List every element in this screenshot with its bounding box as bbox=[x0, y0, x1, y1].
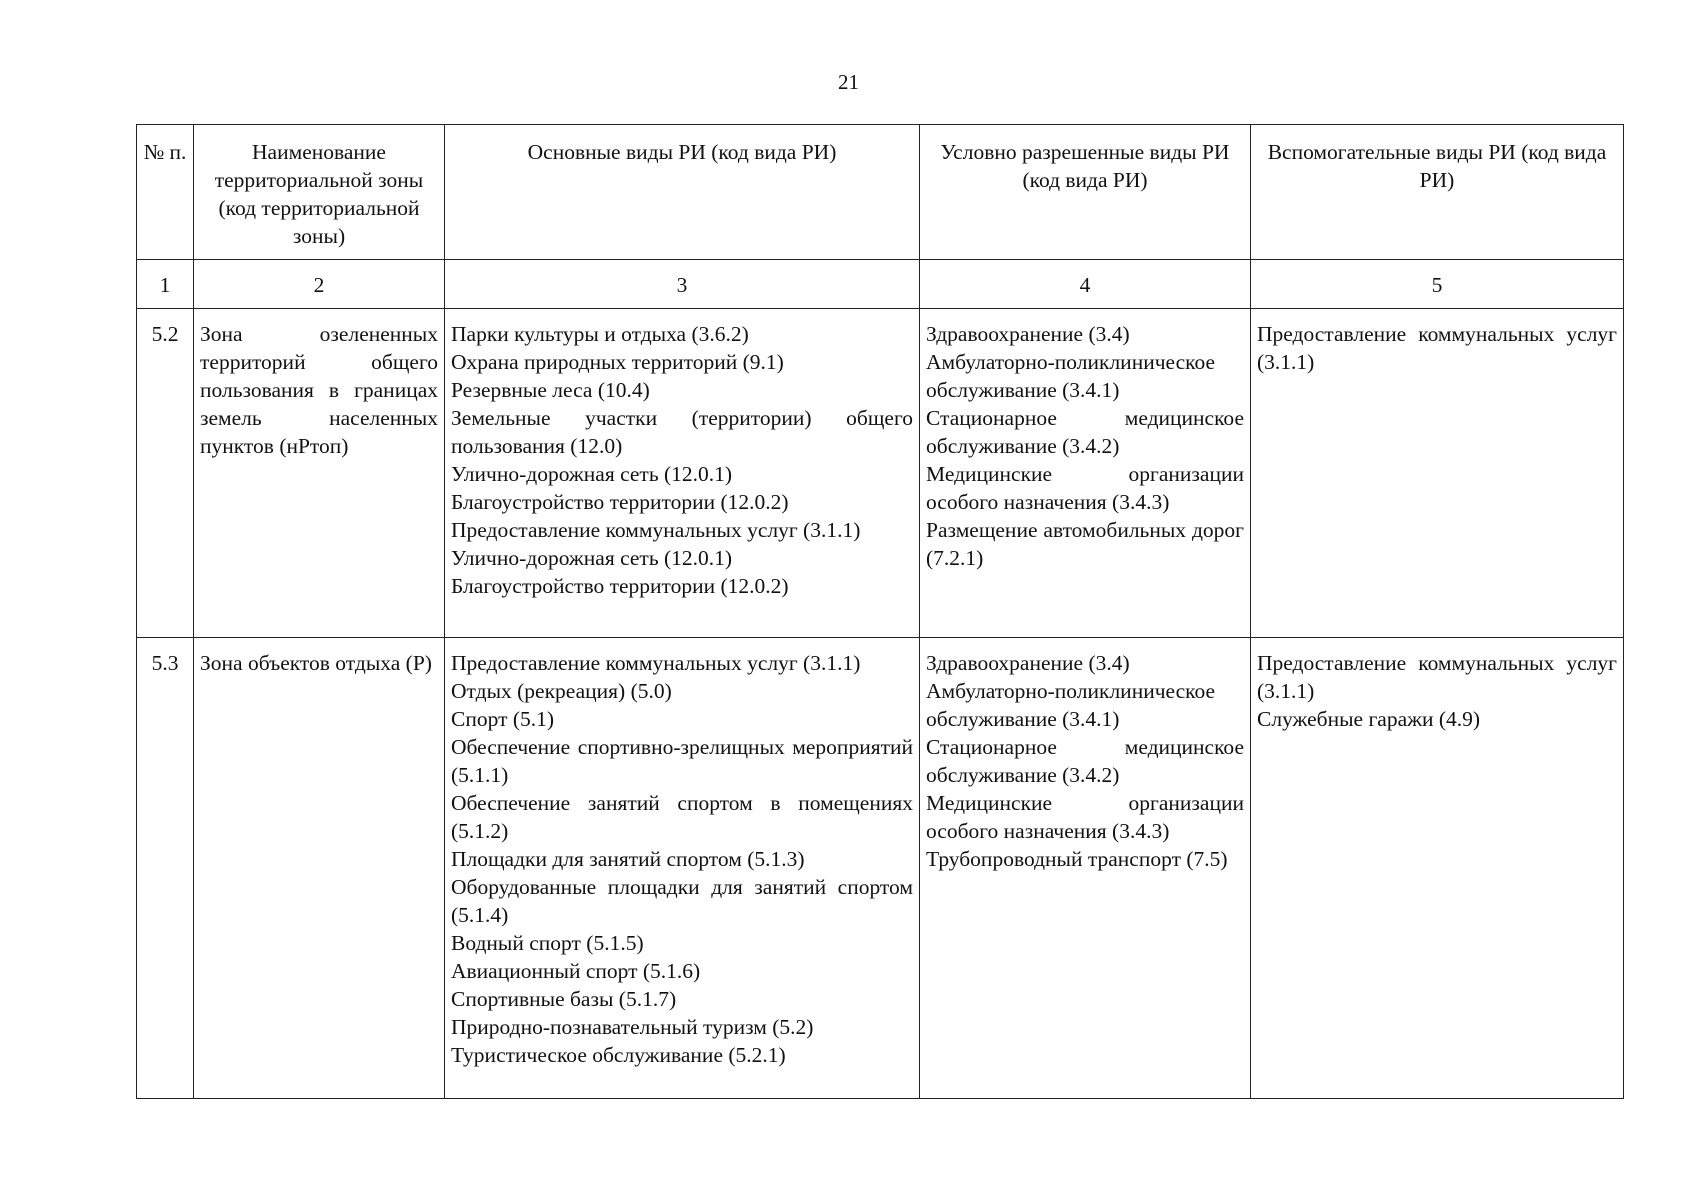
row-number: 5.2 bbox=[137, 309, 194, 638]
main-use-item: Обеспечение спортивно-зрелищных мероприятий (5.1.1) bbox=[451, 735, 913, 787]
main-use-item: Авиационный спорт (5.1.6) bbox=[451, 959, 701, 983]
auxiliary-use-item: Предоставление коммунальных услуг (3.1.1) bbox=[1257, 322, 1617, 374]
zone-name: Зона озелененных территорий общего пользования в границах земель населенных пунктов (нРтоп) bbox=[200, 322, 438, 458]
main-use-item: Благоустройство территории (12.0.2) bbox=[451, 490, 789, 514]
main-uses-cell bbox=[445, 638, 920, 1099]
main-use-item: Благоустройство территории (12.0.2) bbox=[451, 574, 789, 598]
table-row bbox=[137, 309, 1624, 638]
main-use-item: Охрана природных территорий (9.1) bbox=[451, 350, 784, 374]
header-main-uses: Основные виды РИ (код вида РИ) bbox=[445, 125, 920, 260]
main-use-item: Предоставление коммунальных услуг (3.1.1) bbox=[451, 518, 861, 542]
header-row bbox=[137, 125, 1624, 260]
main-use-item: Обеспечение занятий спортом в помещениях (5.1.2) bbox=[451, 791, 913, 843]
main-use-item: Улично-дорожная сеть (12.0.1) bbox=[451, 546, 733, 570]
main-use-item: Предоставление коммунальных услуг (3.1.1) bbox=[451, 651, 861, 675]
header-conditional-uses: Условно разрешенные виды РИ (код вида РИ) bbox=[920, 125, 1251, 260]
header-auxiliary-uses: Вспомогательные виды РИ (код вида РИ) bbox=[1251, 125, 1624, 260]
column-number: 4 bbox=[920, 260, 1251, 309]
header-zone-name: Наименование территориальной зоны (код территориальной зоны) bbox=[194, 125, 445, 260]
main-use-item: Улично-дорожная сеть (12.0.1) bbox=[451, 462, 733, 486]
auxiliary-uses-cell bbox=[1251, 309, 1624, 638]
conditional-use-item: Медицинские организации особого назначения (3.4.3) bbox=[926, 791, 1244, 843]
column-number: 3 bbox=[445, 260, 920, 309]
column-number: 5 bbox=[1251, 260, 1624, 309]
conditional-use-item: Медицинские организации особого назначения (3.4.3) bbox=[926, 462, 1244, 514]
main-use-item: Спорт (5.1) bbox=[451, 707, 555, 731]
auxiliary-uses-cell bbox=[1251, 638, 1624, 1099]
header-number: № п. bbox=[137, 125, 194, 260]
main-use-item: Спортивные базы (5.1.7) bbox=[451, 987, 677, 1011]
main-use-item: Оборудованные площадки для занятий спортом (5.1.4) bbox=[451, 875, 913, 927]
conditional-use-item: Амбулаторно-поликлиническое обслуживание (3.4.1) bbox=[926, 679, 1216, 731]
conditional-uses-cell bbox=[920, 638, 1251, 1099]
auxiliary-use-item: Предоставление коммунальных услуг (3.1.1) bbox=[1257, 651, 1617, 703]
column-number-row bbox=[137, 260, 1624, 309]
zone-name-cell bbox=[194, 309, 445, 638]
conditional-use-item: Размещение автомобильных дорог (7.2.1) bbox=[926, 518, 1244, 570]
conditional-use-item: Стационарное медицинское обслуживание (3.4.2) bbox=[926, 735, 1244, 787]
main-use-item: Резервные леса (10.4) bbox=[451, 378, 650, 402]
column-number: 1 bbox=[137, 260, 194, 309]
main-use-item: Туристическое обслуживание (5.2.1) bbox=[451, 1043, 786, 1067]
main-use-item: Площадки для занятий спортом (5.1.3) bbox=[451, 847, 805, 871]
zones-table bbox=[136, 124, 1624, 1099]
zone-name-cell bbox=[194, 638, 445, 1099]
main-use-item: Природно-познавательный туризм (5.2) bbox=[451, 1015, 814, 1039]
page-number: 21 bbox=[838, 70, 859, 94]
conditional-use-item: Здравоохранение (3.4) bbox=[926, 322, 1130, 346]
main-use-item: Парки культуры и отдыха (3.6.2) bbox=[451, 322, 749, 346]
main-uses-cell bbox=[445, 309, 920, 638]
conditional-use-item: Стационарное медицинское обслуживание (3.4.2) bbox=[926, 406, 1244, 458]
conditional-use-item: Амбулаторно-поликлиническое обслуживание (3.4.1) bbox=[926, 350, 1216, 402]
conditional-use-item: Здравоохранение (3.4) bbox=[926, 651, 1130, 675]
column-number: 2 bbox=[194, 260, 445, 309]
conditional-uses-cell bbox=[920, 309, 1251, 638]
auxiliary-use-item: Служебные гаражи (4.9) bbox=[1257, 707, 1481, 731]
zone-name: Зона объектов отдыха (Р) bbox=[200, 651, 432, 675]
row-number: 5.3 bbox=[137, 638, 194, 1099]
table-row bbox=[137, 638, 1624, 1099]
main-use-item: Водный спорт (5.1.5) bbox=[451, 931, 644, 955]
main-use-item: Отдых (рекреация) (5.0) bbox=[451, 679, 672, 703]
conditional-use-item: Трубопроводный транспорт (7.5) bbox=[926, 847, 1228, 871]
main-use-item: Земельные участки (территории) общего пользования (12.0) bbox=[451, 406, 913, 458]
